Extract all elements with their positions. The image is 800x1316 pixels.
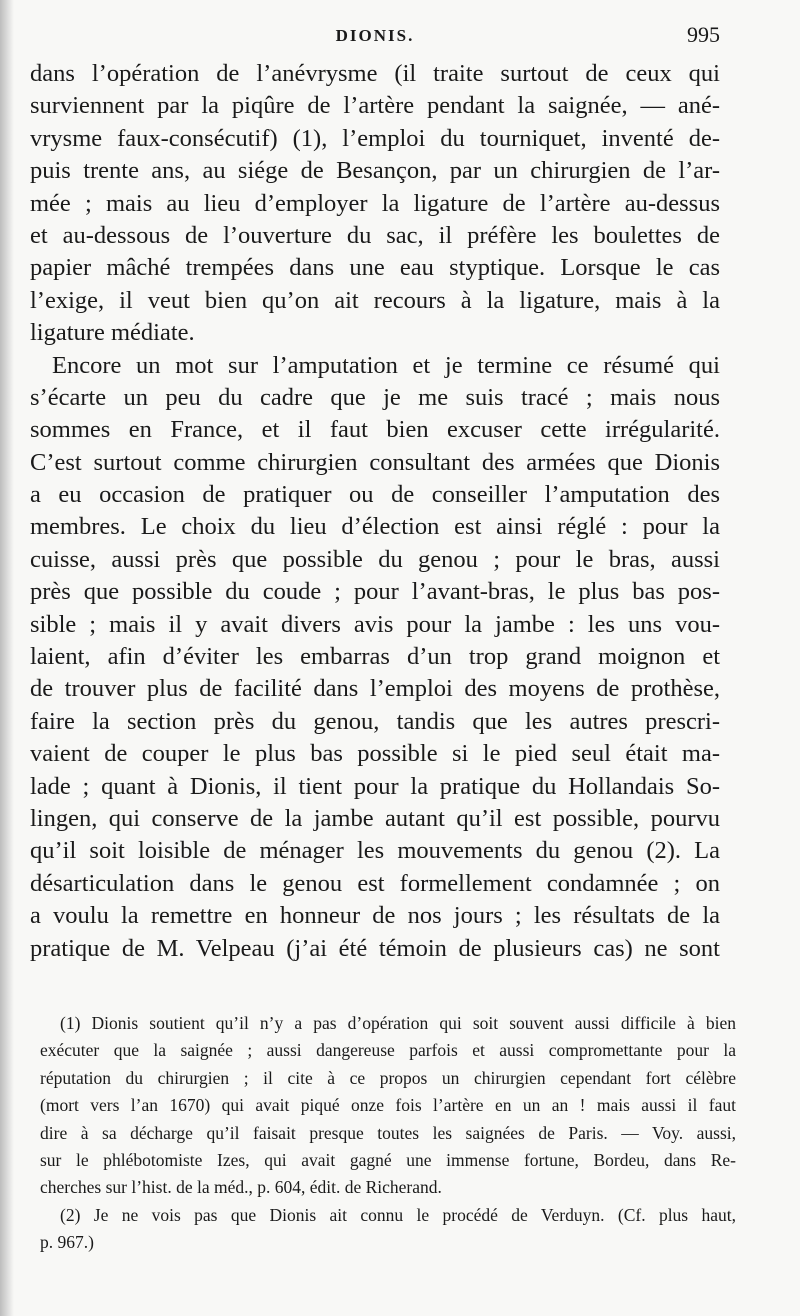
text-line: pratique de M. Velpeau (j’ai été témoin de plusieurs cas) ne sont (30, 934, 720, 962)
footnote-line: réputation du chirurgien ; il cite à ce propos un chirurgien cependant fort célèbre (40, 1067, 736, 1088)
text-line: lade ; quant à Dionis, il tient pour la pratique du Hollandais So- (30, 772, 720, 800)
footnote-line: dire à sa décharge qu’il faisait presque toutes les saignées de Paris. — Voy. aussi, (40, 1122, 736, 1143)
text-line: près que possible du coude ; pour l’avant-bras, le plus bas pos- (30, 578, 720, 606)
text-line: papier mâché trempées dans une eau styptique. Lorsque le cas (30, 254, 720, 282)
footnote-line: sur le phlébotomiste Izes, qui avait gagné une immense fortune, Bordeu, dans Re- (40, 1149, 736, 1170)
text-line: s’écarte un peu du cadre que je me suis tracé ; mais nous (30, 383, 720, 411)
text-line: vaient de couper le plus bas possible si le pied seul était ma- (30, 740, 720, 768)
text-line: faire la section près du genou, tandis que les autres prescri- (30, 707, 720, 735)
text-line: mée ; mais au lieu d’employer la ligature de l’artère au-dessus (30, 189, 720, 217)
running-head: DIONIS. (335, 26, 415, 45)
text-line: a eu occasion de pratiquer ou de conseiller l’amputation des (30, 481, 720, 509)
text-line: lingen, qui conserve de la jambe autant qu’il est possible, pourvu (30, 804, 720, 832)
text-line: ligature médiate. (30, 319, 195, 347)
text-line: cuisse, aussi près que possible du genou ; pour le bras, aussi (30, 545, 720, 573)
text-line: vrysme faux-consécutif) (1), l’emploi du tourniquet, inventé de- (30, 124, 720, 152)
text-line: sible ; mais il y avait divers avis pour la jambe : les uns vou- (30, 610, 720, 638)
text-line: laient, afin d’éviter les embarras d’un trop grand moignon et (30, 643, 720, 671)
footnote-line: cherches sur l’hist. de la méd., p. 604, édit. de Richerand. (40, 1177, 442, 1198)
text-line: désarticulation dans le genou est formellement condamnée ; on (30, 869, 720, 897)
footnote-line: p. 967.) (40, 1232, 94, 1253)
footnotes (40, 1010, 736, 1257)
main-text (30, 58, 720, 965)
page-gutter-shadow (0, 0, 14, 1316)
footnote-line: (1) Dionis soutient qu’il n’y a pas d’opération qui soit souvent aussi difficile à bien (60, 1013, 736, 1033)
page-header (30, 22, 720, 52)
footnote-line: exécuter que la saignée ; aussi dangereuse parfois et aussi compromettante pour la (40, 1040, 736, 1061)
page-number: 995 (687, 22, 720, 47)
footnote-line: (mort vers l’an 1670) qui avait piqué onze fois l’artère en un an ! mais aussi il faut (40, 1095, 736, 1116)
text-line: surviennent par la piqûre de l’artère pendant la saignée, — ané- (30, 92, 720, 120)
text-line: de trouver plus de facilité dans l’emploi des moyens de prothèse, (30, 675, 720, 703)
text-line: qu’il soit loisible de ménager les mouvements du genou (2). La (30, 837, 720, 865)
text-line: Encore un mot sur l’amputation et je termine ce résumé qui (52, 351, 720, 379)
text-line: puis trente ans, au siége de Besançon, par un chirurgien de l’ar- (30, 157, 720, 185)
text-line: et au-dessous de l’ouverture du sac, il préfère les boulettes de (30, 221, 720, 249)
text-line: sommes en France, et il faut bien excuser cette irrégularité. (30, 416, 720, 444)
text-line: membres. Le choix du lieu d’élection est ainsi réglé : pour la (30, 513, 720, 541)
text-line: dans l’opération de l’anévrysme (il traite surtout de ceux qui (30, 60, 720, 87)
text-line: l’exige, il veut bien qu’on ait recours à la ligature, mais à la (30, 286, 720, 314)
text-line: C’est surtout comme chirurgien consultant des armées que Dionis (30, 448, 720, 476)
text-line: a voulu la remettre en honneur de nos jours ; les résultats de la (30, 902, 720, 930)
footnote-line: (2) Je ne vois pas que Dionis ait connu le procédé de Verduyn. (Cf. plus haut, (60, 1204, 736, 1225)
